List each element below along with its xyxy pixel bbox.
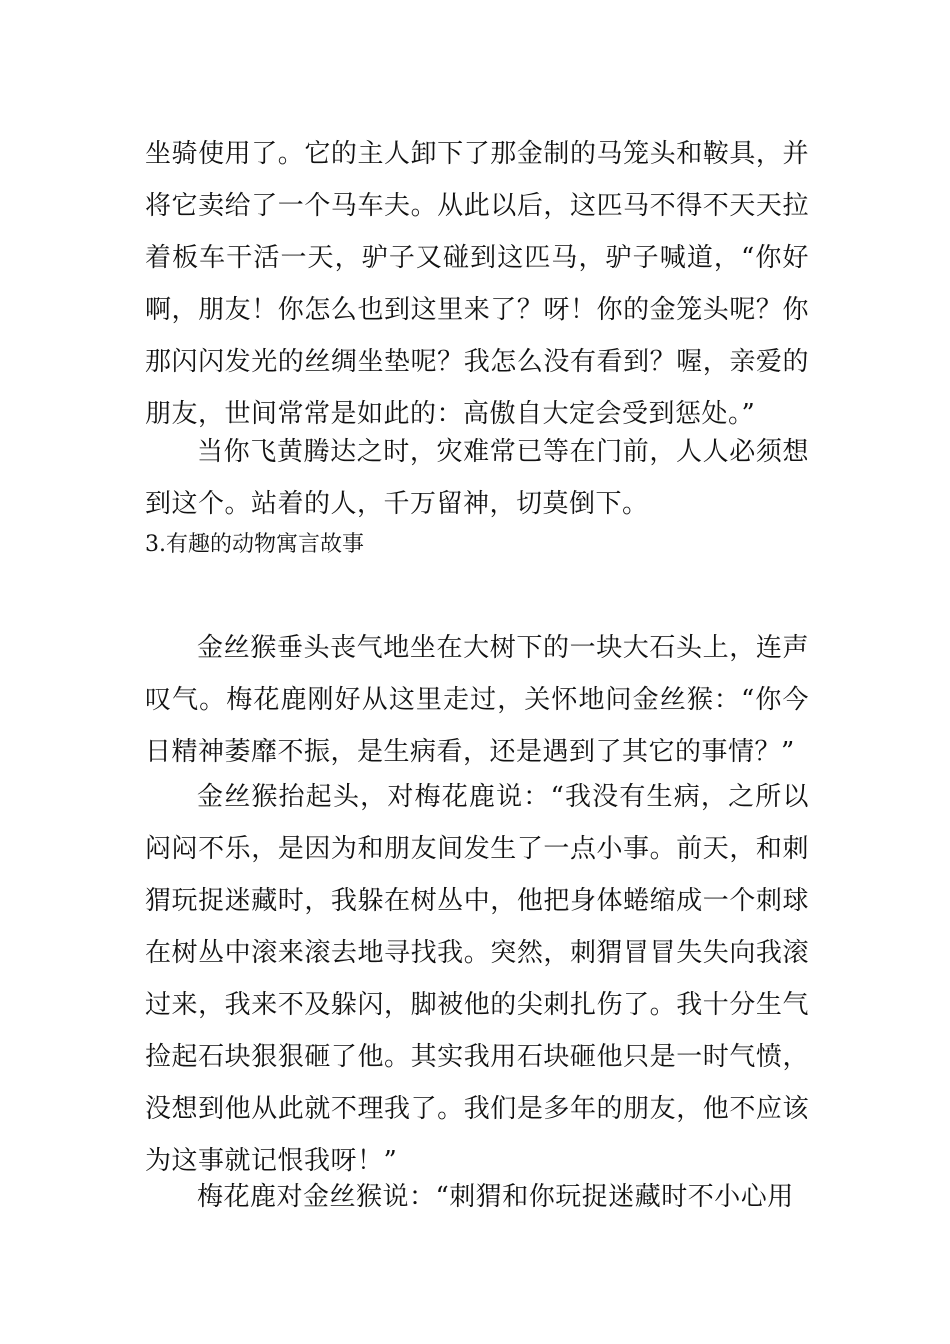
paragraph-text: 金丝猴垂头丧气地坐在大树下的一块大石头上，连声叹气。梅花鹿刚好从这里走过，关怀地问金丝猴：“你今日精神萎靡不振，是生病看，还是遇到了其它的事情？”	[145, 633, 809, 767]
paragraph-text: 金丝猴抬起头，对梅花鹿说：“我没有生病，之所以闷闷不乐，是因为和朋友间发生了一点小事。前天，和刺猬玩捉迷藏时，我躲在树丛中，他把身体蜷缩成一个刺球在树丛中滚来滚去地寻找我。突然，刺猬冒冒失失向我滚过来，我来不及躲闪，脚被他的尖刺扎伤了。我十分生气捡起石块狠狠砸了他。其实我用石块砸他只是一时气愤，没想到他从此就不理我了。我们是多年的朋友，他不应该为这事就记恨我呀！”	[145, 782, 809, 1176]
section-heading: 3.有趣的动物寓言故事	[145, 532, 364, 557]
paragraph-text: 坐骑使用了。它的主人卸下了那金制的马笼头和鞍具，并将它卖给了一个马车夫。从此以后，这匹马不得不天天拉着板车干活一天，驴子又碰到这匹马，驴子喊道，“你好啊，朋友！你怎么也到这里来了？呀！你的金笼头呢？你那闪闪发光的丝绸坐垫呢？我怎么没有看到？喔，亲爱的朋友，世间常常是如此的：高傲自大定会受到惩处。”	[145, 139, 809, 429]
paragraph-deer-reply	[145, 1171, 809, 1223]
paragraph-text: 梅花鹿对金丝猴说：“刺猬和你玩捉迷藏时不小心用	[197, 1182, 794, 1212]
paragraph-text: 当你飞黄腾达之时，灾难常已等在门前，人人必须想到这个。站着的人，千万留神，切莫倒下。	[145, 437, 809, 519]
paragraph-story-intro	[145, 622, 809, 778]
paragraph-moral	[145, 426, 809, 530]
paragraph-monkey-reply	[145, 771, 809, 1187]
paragraph-continuation	[145, 128, 809, 440]
